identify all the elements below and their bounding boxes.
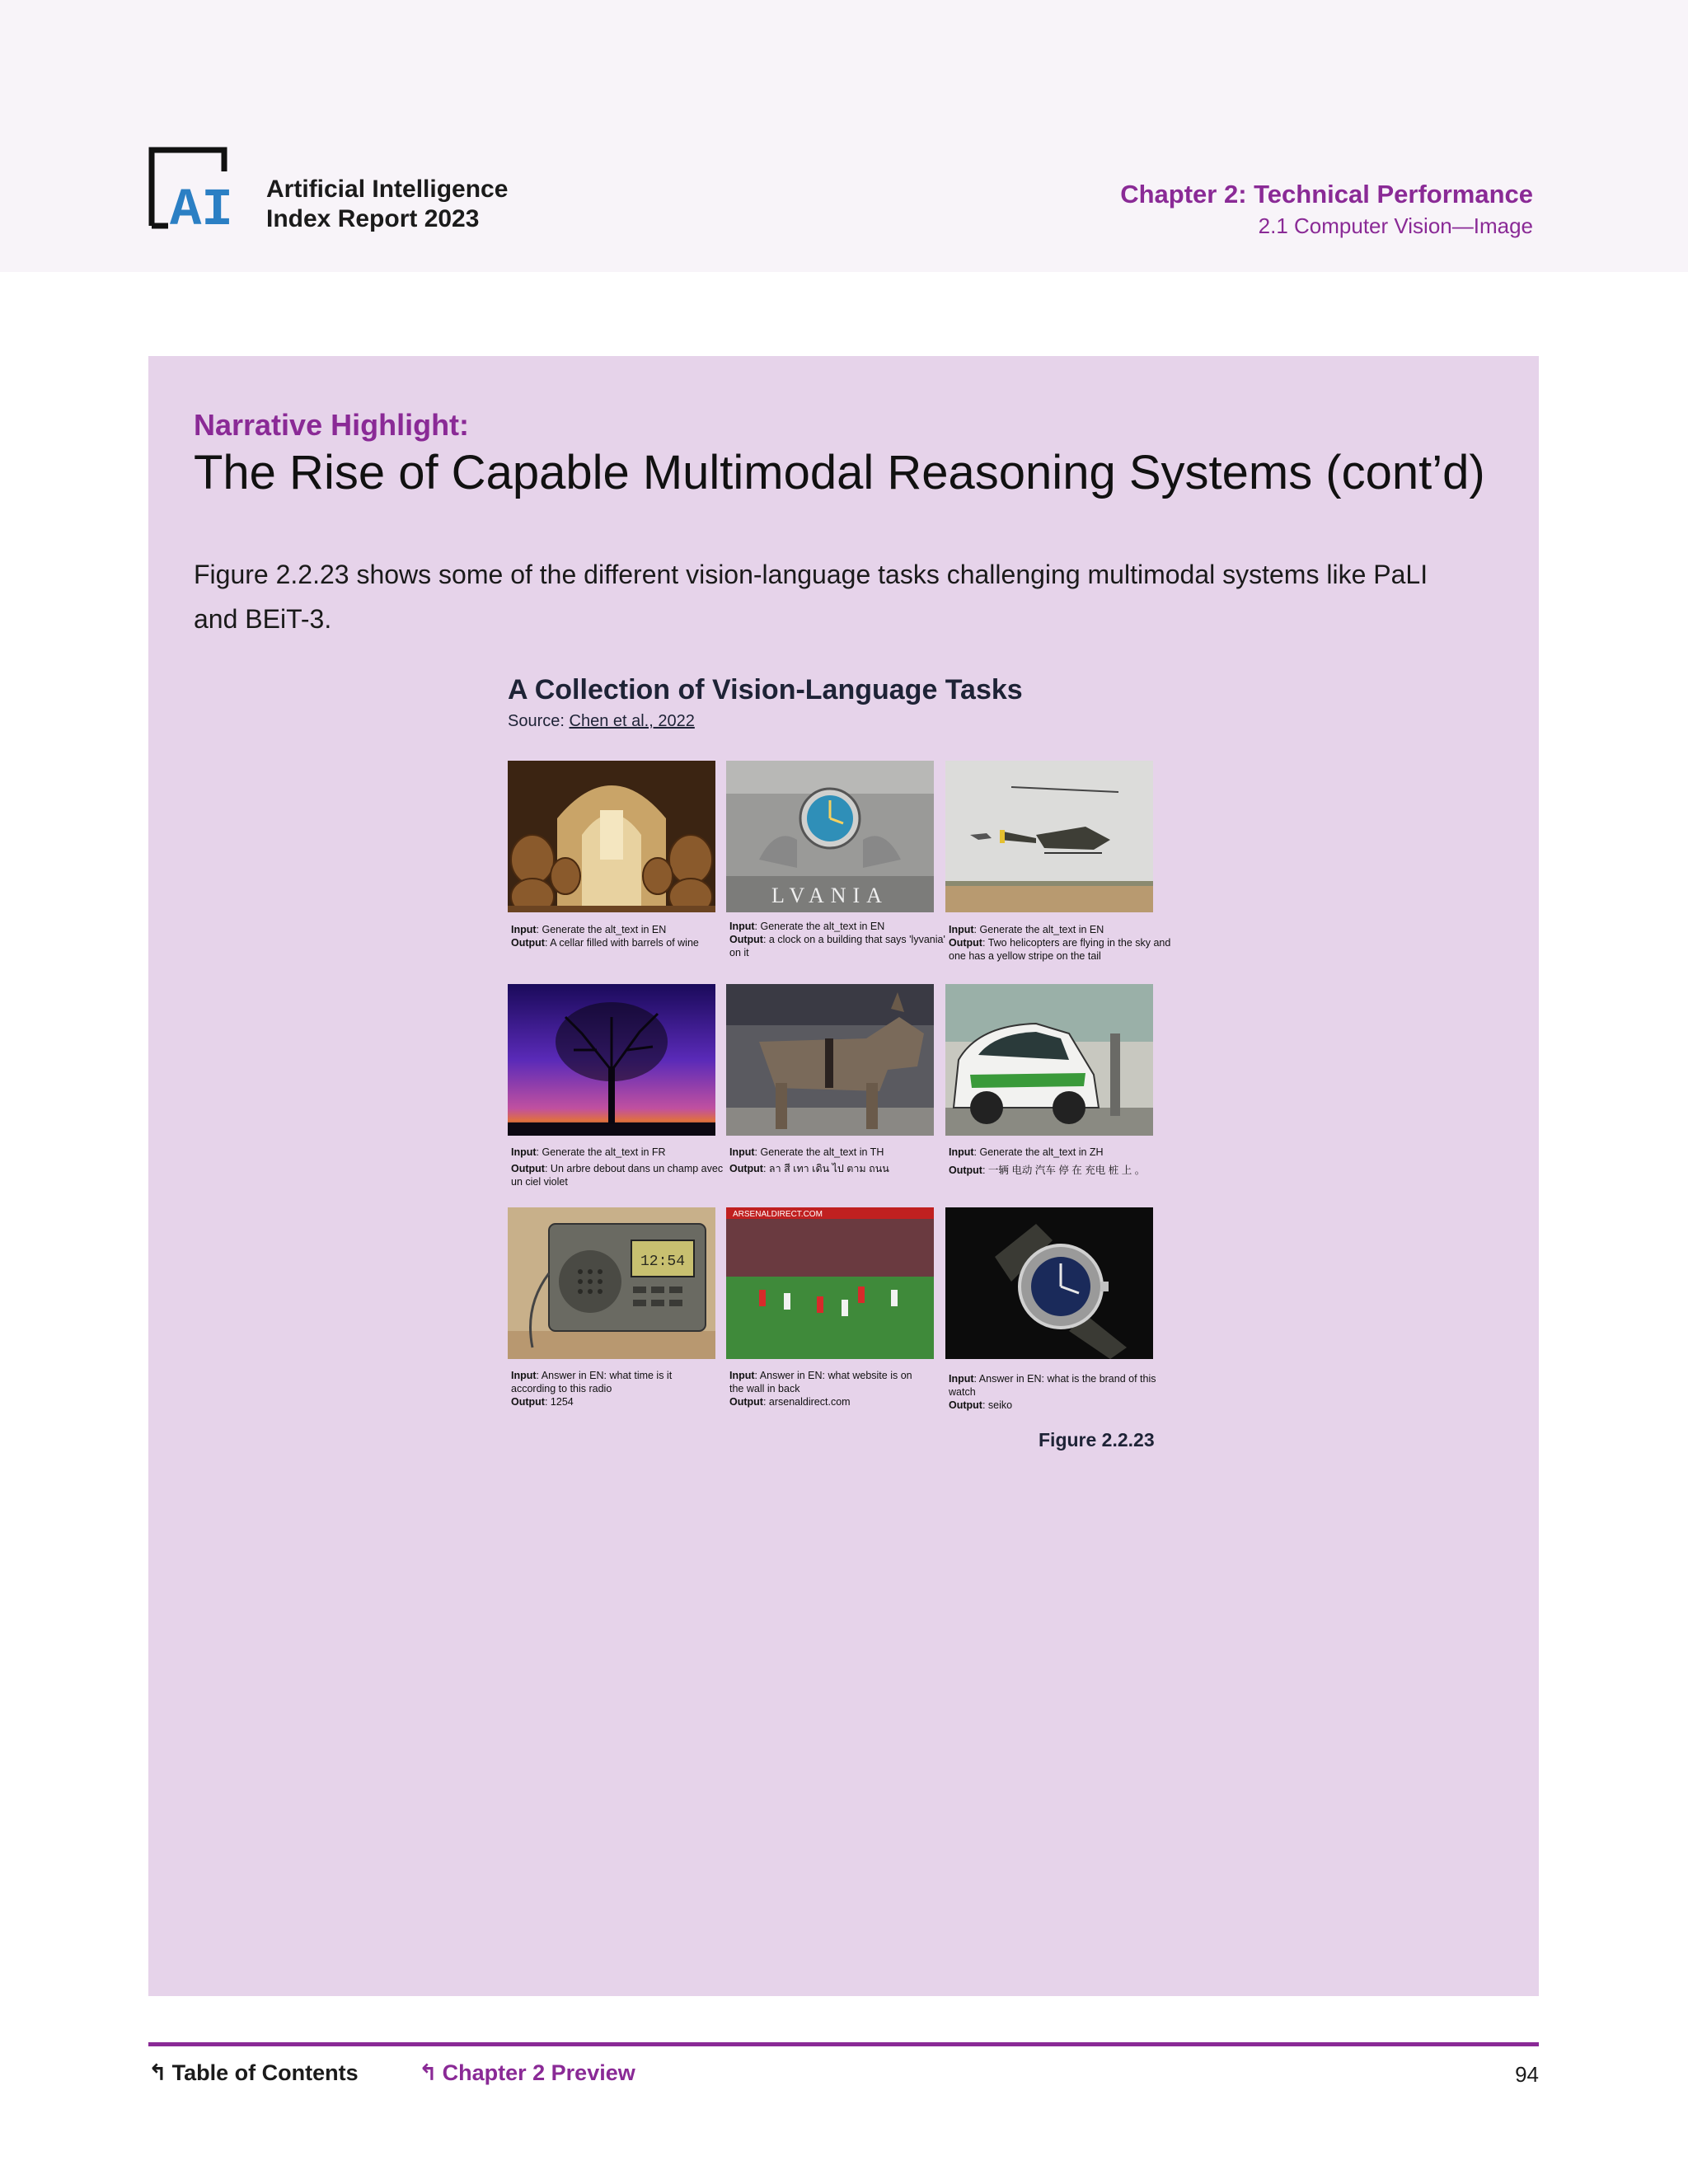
radio-image: [508, 1207, 715, 1359]
electric-car-image: [945, 984, 1153, 1136]
tile-caption: Input: Generate the alt_text in FR Output: Un arbre debout dans un champ avec un ciel violet: [511, 1146, 724, 1188]
body-paragraph: Figure 2.2.23 shows some of the different vision-language tasks challenging multimodal systems like PaLI and BEiT-3.: [194, 560, 1428, 634]
tile-caption: Input: Generate the alt_text in EN Output: Two helicopters are flying in the sky and one has a yellow stripe on the tail: [949, 924, 1171, 962]
narrative-title: The Rise of Capable Multimodal Reasoning Systems (cont’d): [194, 446, 1485, 499]
return-arrow-icon: ↰: [148, 2060, 167, 2085]
tile-caption: Input: Generate the alt_text in EN Output: a clock on a building that says 'lyvania' on it: [729, 921, 945, 958]
figure-source: [508, 712, 695, 731]
tile-caption: Input: Generate the alt_text in TH Output: ลา สี เทา เดิน ไป ตาม ถนน: [729, 1146, 889, 1174]
return-arrow-icon: ↰: [419, 2060, 438, 2085]
source-link[interactable]: Chen et al., 2022: [569, 712, 695, 730]
wine-cellar-image: [508, 761, 715, 912]
report-title-line1: Artificial Intelligence: [266, 176, 509, 203]
clock-building-text: LVANIA: [771, 883, 889, 907]
donkey-image: [726, 984, 934, 1136]
narrative-label: Narrative Highlight:: [194, 408, 470, 442]
radio-display-text: 12:54: [640, 1254, 686, 1270]
chapter-title: Chapter 2: Technical Performance: [1120, 180, 1533, 209]
stadium-banner-text: ARSENALDIRECT.COM: [733, 1210, 823, 1219]
clock-building-image: [726, 761, 934, 912]
chapter-section: 2.1 Computer Vision—Image: [1258, 213, 1533, 238]
tile-caption: Input: Answer in EN: what is the brand of this watch Output: seiko: [949, 1373, 1156, 1411]
page-number: 94: [1515, 2062, 1539, 2087]
watch-image: [945, 1207, 1153, 1359]
figure-title: A Collection of Vision-Language Tasks: [508, 674, 1023, 705]
tile-caption: Input: Generate the alt_text in EN Output: A cellar filled with barrels of wine: [511, 924, 699, 949]
report-title-line2: Index Report 2023: [266, 205, 480, 232]
table-of-contents-link[interactable]: [148, 2060, 359, 2086]
ai-index-logo: [148, 147, 241, 229]
source-label: Source:: [508, 712, 565, 730]
toc-label: Table of Contents: [171, 2060, 359, 2085]
chapter-preview-link[interactable]: [419, 2060, 635, 2086]
chapter-heading: [1120, 178, 1533, 241]
figure-number: Figure 2.2.23: [1039, 1429, 1155, 1451]
preview-label: Chapter 2 Preview: [442, 2060, 635, 2085]
football-match-image: [726, 1207, 934, 1359]
tile-caption: Input: Generate the alt_text in ZH Output: 一辆 电动 汽车 停 在 充电 桩 上 。: [949, 1146, 1146, 1176]
tree-sunset-image: [508, 984, 715, 1136]
logo-mark: AI: [170, 181, 233, 229]
report-title: [266, 175, 508, 234]
helicopters-image: [945, 761, 1153, 912]
tile-caption: Input: Answer in EN: what time is it according to this radio Output: 1254: [511, 1370, 673, 1408]
tile-caption: Input: Answer in EN: what website is on the wall in back Output: arsenaldirect.com: [729, 1370, 912, 1408]
footer-divider: [148, 2042, 1539, 2046]
